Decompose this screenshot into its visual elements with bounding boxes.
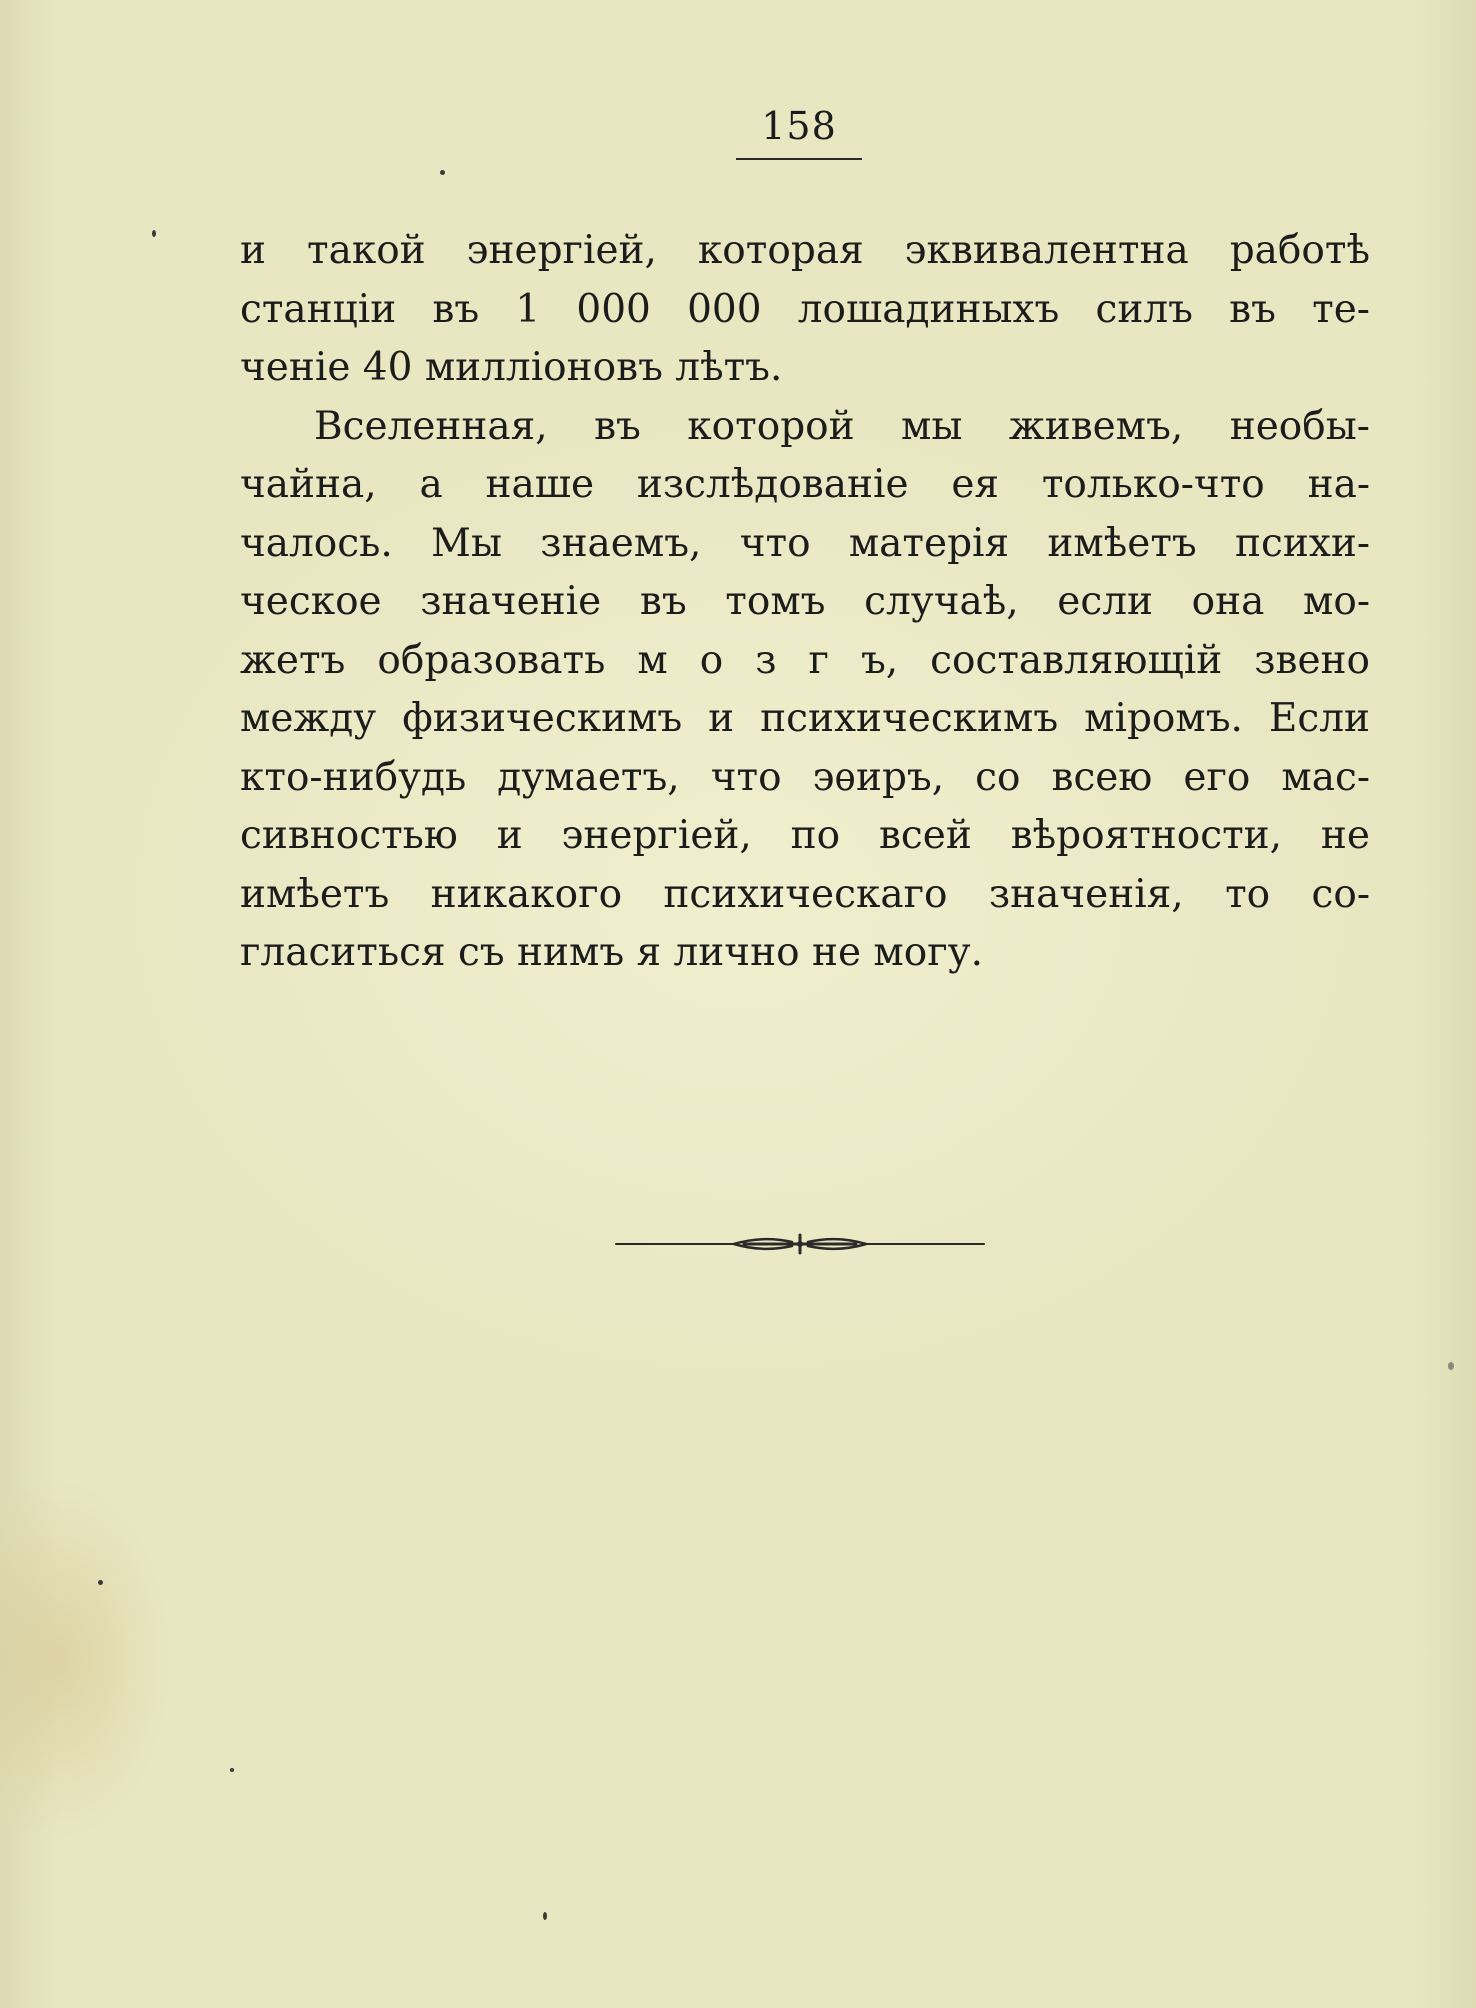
- text-line: сивностью и энергіей, по всей вѣроятности, не: [240, 813, 1370, 858]
- text-line: Вселенная, въ которой мы живемъ, необы-: [314, 403, 1370, 449]
- text-line: гласиться съ нимъ я лично не могу.: [240, 930, 984, 975]
- body-text: [240, 222, 1370, 983]
- text-line: чайна, а наше изслѣдованіе ея только-что на-: [240, 462, 1370, 507]
- page-number: 158: [761, 104, 837, 148]
- text-line: и такой энергіей, которая эквивалентна работѣ: [240, 228, 1370, 273]
- text-line: жетъ образовать м о з г ъ, составляющій звено: [240, 637, 1370, 683]
- text-line: кто-нибудь думаетъ, что эѳиръ, со всею его мас-: [240, 754, 1370, 800]
- text-line: имѣетъ никакого психическаго значенія, то со-: [240, 871, 1370, 917]
- text-line: ченіе 40 милліоновъ лѣтъ.: [240, 345, 783, 390]
- print-speck: [98, 1580, 103, 1585]
- page-number-rule: [736, 158, 862, 160]
- text-line: чалось. Мы знаемъ, что матерія имѣетъ психи-: [240, 520, 1370, 566]
- print-speck: [543, 1912, 547, 1920]
- text-line: ческое значеніе въ томъ случаѣ, если она мо-: [240, 579, 1370, 624]
- divider-ornament-icon: [614, 1232, 986, 1256]
- text-line: между физическимъ и психическимъ міромъ. Если: [240, 696, 1370, 741]
- print-speck: [440, 170, 445, 175]
- print-speck: [1448, 1362, 1454, 1370]
- print-speck: [152, 230, 156, 237]
- print-speck: [230, 1768, 234, 1772]
- text-line: станціи въ 1 000 000 лошадиныхъ силъ въ те-: [240, 286, 1370, 332]
